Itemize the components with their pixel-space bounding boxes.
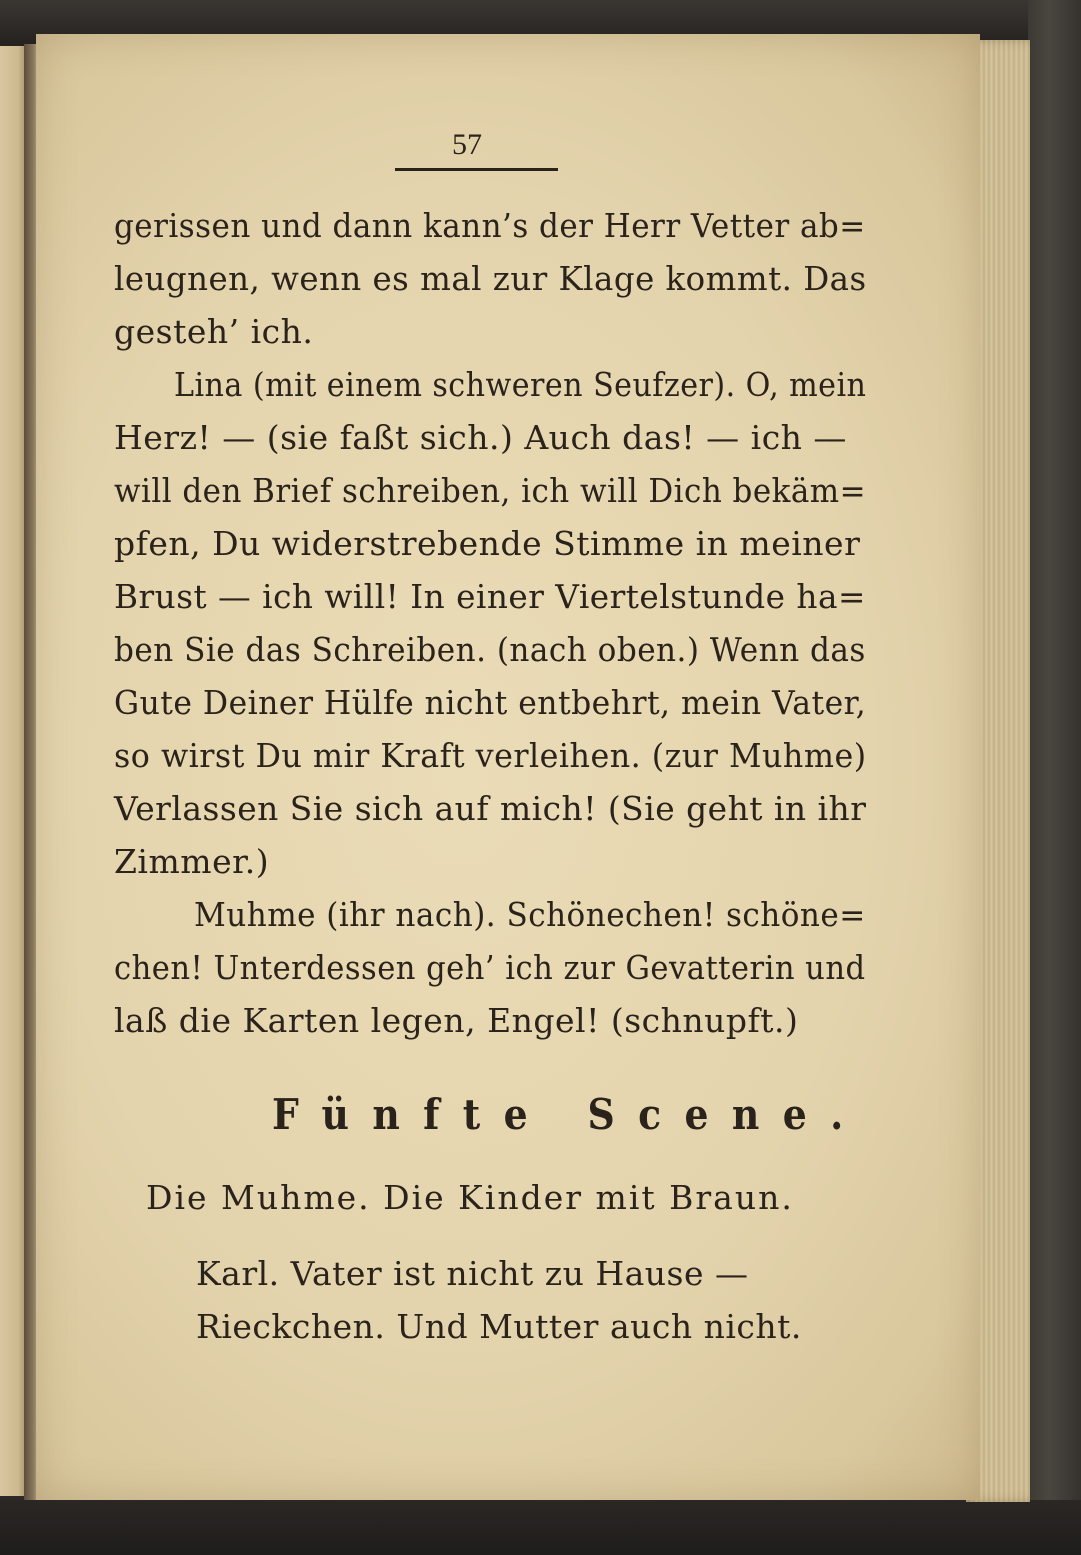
text-line-16: laß die Karten legen, Engel! (schnupft.) [114, 1001, 799, 1040]
book-cover-right [1028, 0, 1081, 1555]
dialogue-line-1: Karl. Vater ist nicht zu Hause — [196, 1254, 749, 1293]
dialogue-line-2: Rieckchen. Und Mutter auch nicht. [196, 1307, 802, 1346]
text-line-2: leugnen, wenn es mal zur Klage kommt. Das [114, 259, 867, 298]
text-line-13: Zimmer.) [114, 842, 270, 881]
text-line-8: Brust — ich will! In einer Viertelstunde ha= [114, 577, 866, 616]
text-line-14: Muhme (ihr nach). Schönechen! schöne= [194, 895, 866, 934]
text-line-5: Herz! — (sie faßt sich.) Auch das! — ich — [114, 418, 847, 457]
page-number: 57 [452, 128, 482, 161]
text-line-15: chen! Unterdessen geh’ ich zur Gevatterin und [114, 948, 866, 987]
left-page-edge [0, 46, 26, 1496]
text-line-11: so wirst Du mir Kraft verleihen. (zur Muhme) [114, 736, 867, 775]
text-line-1: gerissen und dann kann’s der Herr Vetter ab= [114, 206, 866, 245]
book-cover-bottom [0, 1500, 1081, 1555]
text-line-12: Verlassen Sie sich auf mich! (Sie geht in ihr [114, 789, 867, 828]
text-line-9: ben Sie das Schreiben. (nach oben.) Wenn das [114, 630, 866, 669]
text-line-3: gesteh’ ich. [114, 312, 314, 351]
page-number-rule [395, 168, 558, 171]
text-line-10: Gute Deiner Hülfe nicht entbehrt, mein Vater, [114, 683, 867, 722]
scene-persons: Die Muhme. Die Kinder mit Braun. [146, 1178, 794, 1217]
text-line-4: Lina (mit einem schweren Seufzer). O, mein [174, 365, 867, 404]
text-line-6: will den Brief schreiben, ich will Dich bekäm= [114, 471, 867, 510]
text-line-7: pfen, Du widerstrebende Stimme in meiner [114, 524, 861, 563]
scene-title: Fünfte Scene. [272, 1090, 867, 1139]
